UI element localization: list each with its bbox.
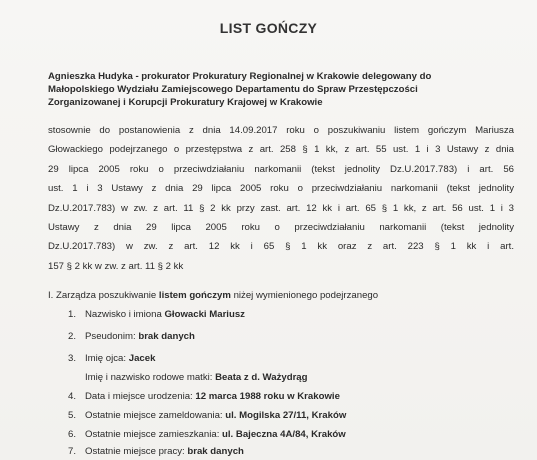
body-line-7: Dz.U.2017.783) w zw. z art. 12 kk i 65 § 1 kk oraz z art. 223 § 1 kk i art. (48, 241, 514, 253)
decision-paragraph (48, 121, 514, 276)
item-registration: 5. Ostatnie miejsce zameldowania: ul. Mogilska 27/11, Kraków (68, 410, 347, 421)
prosecutor-header (48, 70, 512, 109)
section-heading: I. Zarządza poszukiwanie listem gończym niżej wymienionego podejrzanego (48, 290, 379, 301)
item-father-name: 3. Imię ojca: Jacek (68, 353, 156, 364)
item-workplace: 7. Ostatnie miejsce pracy: brak danych (68, 446, 244, 457)
body-line-2: Głowackiego podejrzanego o przestępstwa z art. 258 § 1 kk, z art. 55 ust. 1 i 3 Ustawy z dnia (48, 144, 514, 156)
item-birth: 4. Data i miejsce urodzenia: 12 marca 1988 roku w Krakowie (68, 391, 340, 402)
body-line-4: ust. 1 i 3 Ustawy z dnia 29 lipca 2005 roku o przeciwdziałaniu narkomanii (tekst jednolity (48, 183, 514, 195)
document-title: LIST GOŃCZY (219, 20, 318, 36)
item-pseudonym: 2. Pseudonim: brak danych (68, 331, 195, 342)
intro-line-2: Małopolskiego Wydziału Zamiejscowego Departamentu do Spraw Przestępczości (48, 84, 418, 95)
body-line-1: stosownie do postanowienia z dnia 14.09.2017 roku o poszukiwaniu listem gończym Mariusza (48, 125, 514, 136)
item-residence: 6. Ostatnie miejsce zamieszkania: ul. Bajeczna 4A/84, Kraków (68, 429, 346, 440)
intro-line-3: Zorganizowanej i Korupcji Prokuratury Krajowej w Krakowie (48, 97, 323, 108)
item-name: 1. Nazwisko i imiona Głowacki Mariusz (68, 309, 245, 320)
body-line-3: 29 lipca 2005 roku o przeciwdziałaniu narkomanii (tekst jednolity Dz.U.2017.783) i art. 56 (48, 163, 514, 175)
body-line-8: 157 § 2 kk w zw. z art. 11 § 2 kk (48, 260, 184, 272)
body-line-6: Ustawy z dnia 29 lipca 2005 roku o przeciwdziałaniu narkomanii (tekst jednolity (48, 222, 514, 234)
item-mother-name: Imię i nazwisko rodowe matki: Beata z d. Ważydrąg (85, 372, 308, 383)
body-line-5: Dz.U.2017.783) w zw. z art. 11 § 2 kk przy zast. art. 12 kk i art. 65 § 1 kk, z art. 56 ust. 1 i 3 (48, 202, 514, 214)
section-heading-bold: listem gończym (158, 290, 231, 301)
intro-line-1: Agnieszka Hudyka - prokurator Prokuratury Regionalnej w Krakowie delegowany do (48, 71, 432, 82)
